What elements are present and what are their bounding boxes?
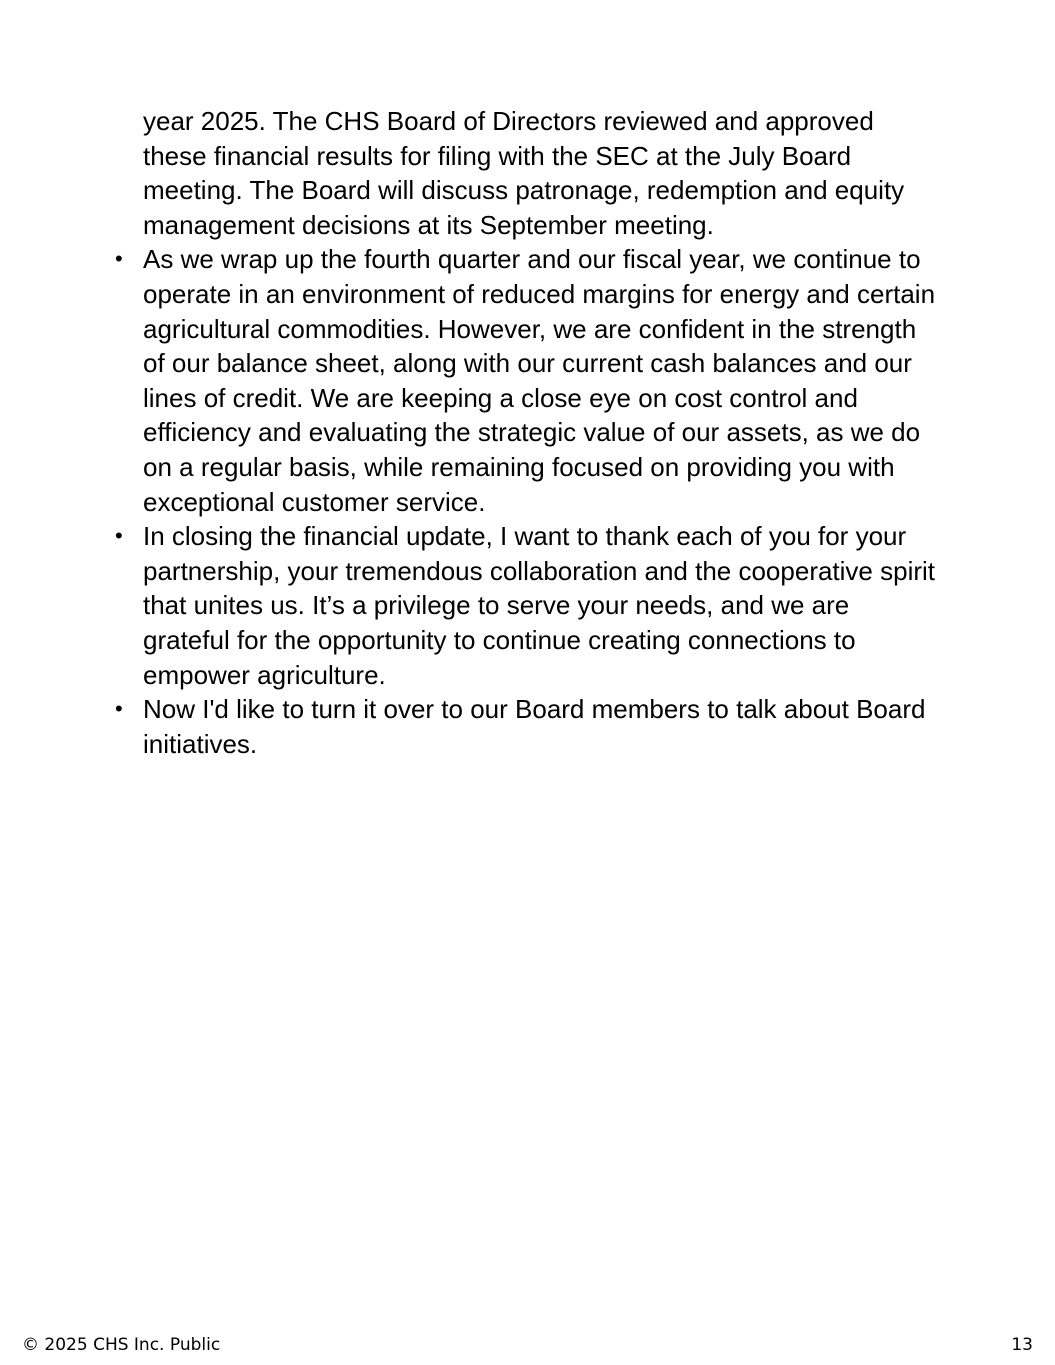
bullet-text: Now I'd like to turn it over to our Board members to talk about Board initiatives. [143, 694, 926, 759]
bullet-list [112, 242, 942, 761]
bullet-icon: • [115, 523, 123, 549]
bullet-icon: • [115, 246, 123, 272]
bullet-item-cost-control [112, 242, 942, 519]
bullet-item-thanks [112, 519, 942, 692]
bullet-text: As we wrap up the fourth quarter and our fiscal year, we continue to operate in an environment of reduced margins for energy and certain agricultural commodities. However, we are confident in the strength of our balance sheet, along with our current cash balances and our lines of credit. We are keeping a close eye on cost control and efficiency and evaluating the strategic value of our assets, as we do on a regular basis, while remaining focused on providing you with exceptional customer service. [143, 244, 936, 517]
notes-body [112, 104, 942, 761]
bullet-item-board-handoff [112, 692, 942, 761]
page-number: 13 [1011, 1335, 1033, 1355]
footer-copyright: © 2025 CHS Inc. Public [22, 1335, 221, 1355]
continuation-paragraph: year 2025. The CHS Board of Directors reviewed and approved these financial results for filing with the SEC at the July Board meeting. The Board will discuss patronage, redemption and equity management decisions at its September meeting. [143, 106, 905, 240]
bullet-icon: • [115, 696, 123, 722]
bullet-text: In closing the financial update, I want to thank each of you for your partnership, your tremendous collaboration and the cooperative spirit that unites us. It’s a privilege to serve your needs, and we are grateful for the opportunity to continue creating connections to empower agriculture. [143, 521, 936, 690]
